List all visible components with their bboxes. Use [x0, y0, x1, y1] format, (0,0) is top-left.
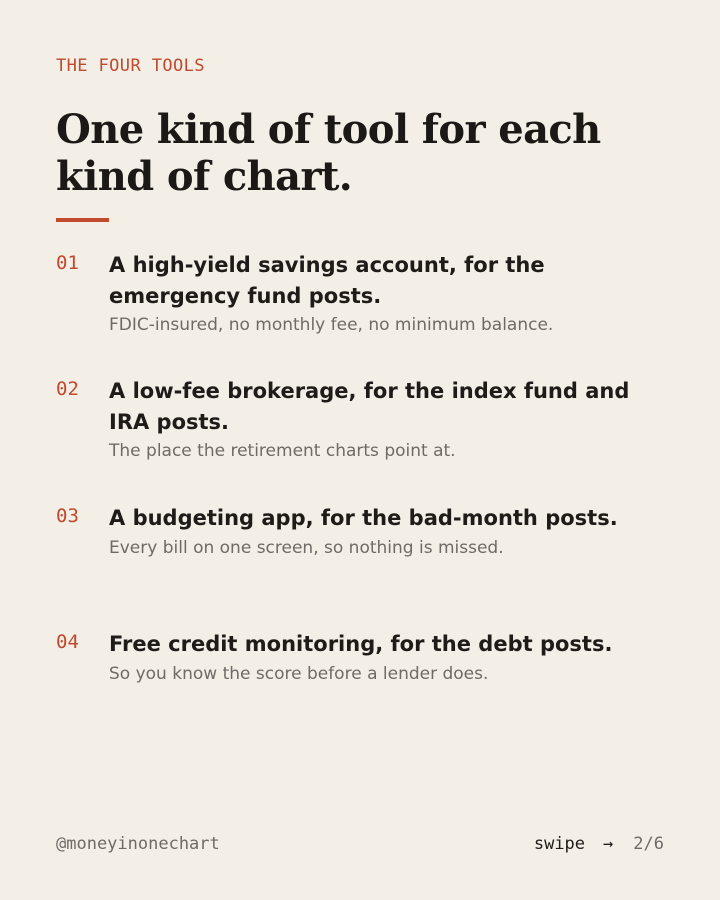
item-number: 02 [56, 378, 79, 400]
page-indicator: 2/6 [633, 834, 664, 854]
eyebrow-label: THE FOUR TOOLS [56, 56, 205, 76]
item-number: 01 [56, 252, 79, 274]
pagination[interactable] [534, 834, 664, 854]
item-title: A low-fee brokerage, for the index fund and IRA posts. [109, 379, 630, 434]
item-title: Free credit monitoring, for the debt posts. [109, 632, 613, 656]
accent-divider [56, 218, 109, 222]
item-description: FDIC-insured, no monthly fee, no minimum balance. [109, 315, 554, 335]
arrow-right-icon: → [603, 834, 614, 854]
item-title: A high-yield savings account, for the emergency fund posts. [109, 253, 545, 308]
item-description: So you know the score before a lender does. [109, 664, 489, 684]
item-description: The place the retirement charts point at. [109, 441, 456, 461]
item-title: A budgeting app, for the bad-month posts. [109, 506, 618, 530]
item-number: 04 [56, 631, 79, 653]
page-title: One kind of tool for each kind of chart. [56, 106, 601, 200]
item-number: 03 [56, 505, 79, 527]
item-description: Every bill on one screen, so nothing is missed. [109, 538, 504, 558]
swipe-label: swipe [533, 834, 586, 854]
account-handle: @moneyinonechart [56, 834, 220, 854]
